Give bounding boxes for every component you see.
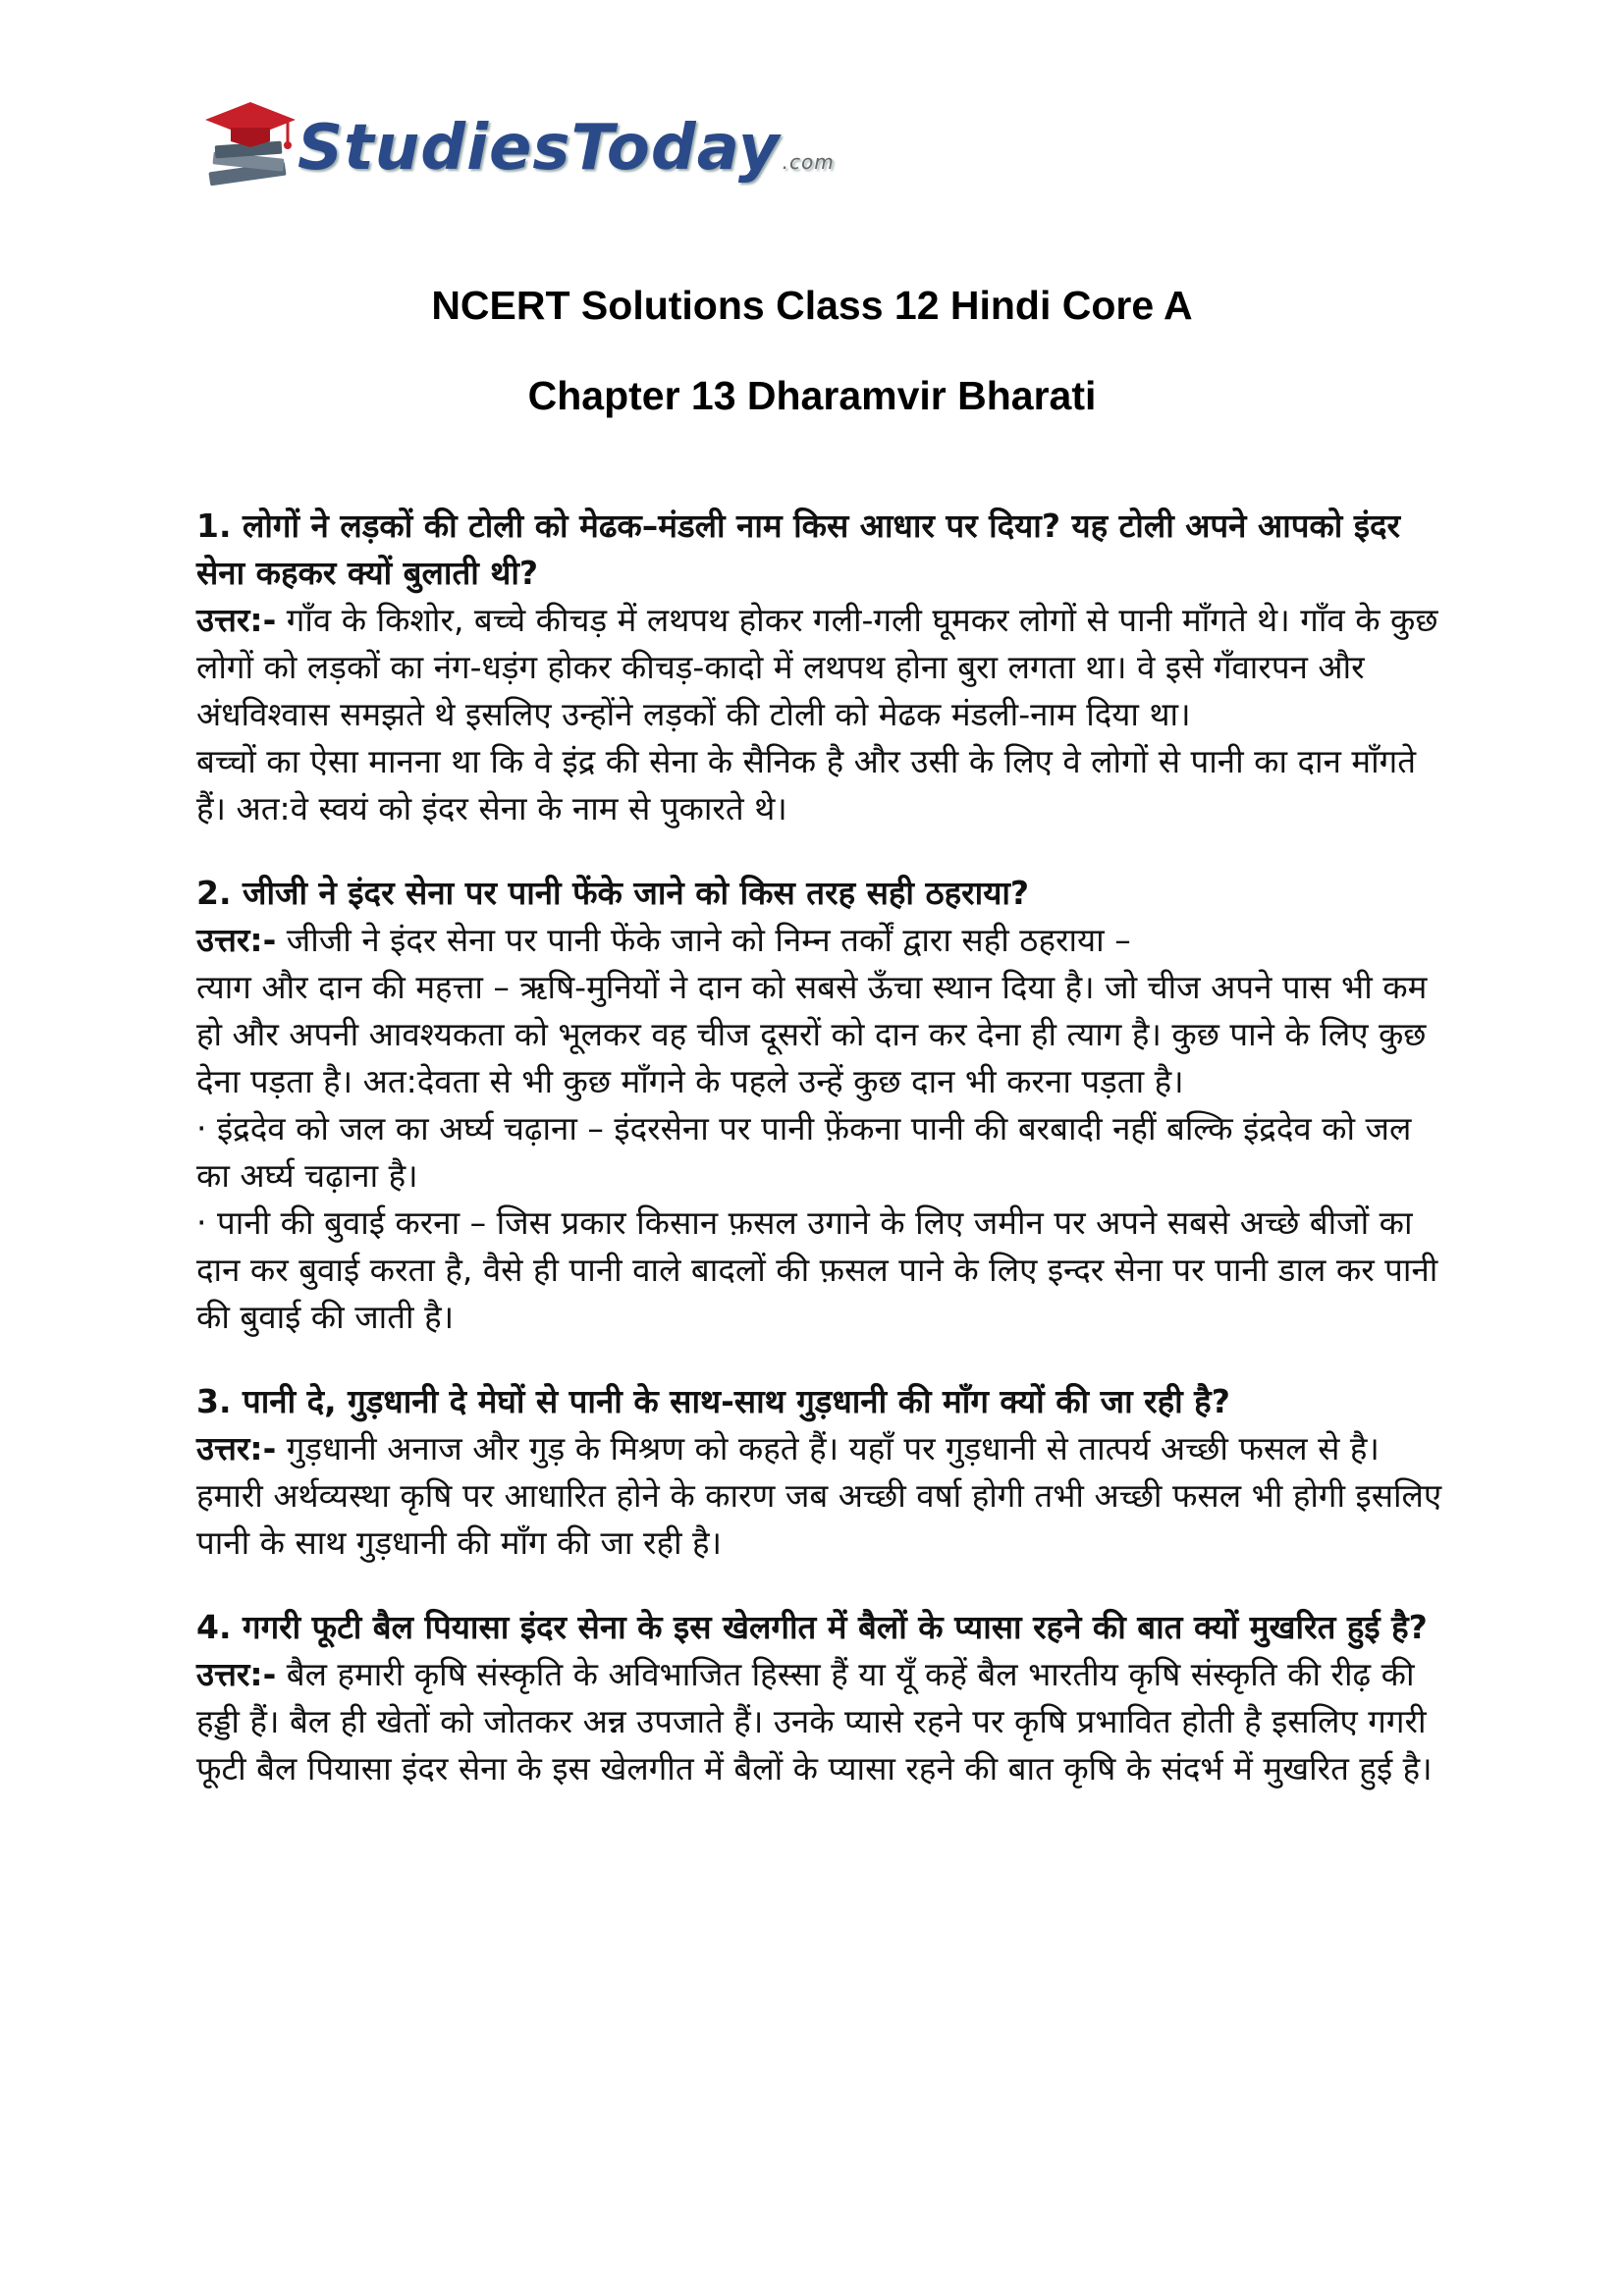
logo-name: StudiesToday [298, 112, 781, 185]
document-subtitle: Chapter 13 Dharamvir Bharati [527, 373, 1097, 418]
answer-body: गाँव के किशोर, बच्चे कीचड़ में लथपथ होकर गली-गली घूमकर लोगों से पानी माँगते थे। गाँव के कुछ लोगों को लड़कों का नंग-धड़ंग होकर कीचड़-कादो में लथपथ होना बुरा लगता था। वे इसे गँवारपन और अंधविश्वास समझते थे इसलिए उन्होंने लड़कों की टोली को मेढक मंडली-नाम दिया था। [196, 601, 1438, 733]
answer-body: बैल हमारी कृषि संस्कृति के अविभाजित हिस्सा हैं या यूँ कहें बैल भारतीय कृषि संस्कृति की रीढ़ की हड्डी हैं। बैल ही खेतों को जोतकर अन्न उपजाते हैं। उनके प्यासे रहने पर कृषि प्रभावित होती है इसलिए गगरी फूटी बैल पियासा इंदर सेना के इस खेलगीत में बैलों के प्यासा रहने की बात कृषि के संदर्भ में मुखरित हुई है। [196, 1655, 1433, 1788]
answer-text [196, 917, 1443, 964]
answer-bullet: · इंद्रदेव को जल का अर्घ्य चढ़ाना – इंदरसेना पर पानी फ़ेंकना पानी की बरबादी नहीं बल्कि इंद्रदेव को जल का अर्घ्य चढ़ाना है। [196, 1109, 1412, 1195]
answer-body: जीजी ने इंदर सेना पर पानी फेंके जाने को निम्न तर्कों द्वारा सही ठहराया – [286, 921, 1131, 959]
answer-label: उत्तर:- [196, 921, 277, 959]
answer-label: उत्तर:- [196, 1655, 277, 1693]
studiestoday-logo[interactable] [201, 98, 835, 206]
answer-text [196, 597, 1443, 738]
answer-text [196, 1651, 1443, 1792]
qa-content [196, 503, 1443, 1830]
answer-text [196, 1425, 1443, 1567]
qa-item [196, 1604, 1443, 1792]
qa-item [196, 870, 1443, 1341]
document-title: NCERT Solutions Class 12 Hindi Core A [431, 283, 1193, 328]
answer-label: उत्तर:- [196, 1429, 277, 1468]
logo-wordmark [298, 112, 835, 185]
answer-bullet: · पानी की बुवाई करना – जिस प्रकार किसान फ़सल उगाने के लिए जमीन पर अपने सबसे अच्छे बीजों का दान कर बुवाई करता है, वैसे ही पानी वाले बादलों की फ़सल पाने के लिए इन्दर सेना पर पानी डाल कर पानी की बुवाई की जाती है। [196, 1203, 1438, 1336]
answer-label: उत्तर:- [196, 601, 277, 639]
answer-paragraph: त्याग और दान की महत्ता – ऋषि-मुनियों ने दान को सबसे ऊँचा स्थान दिया है। जो चीज अपने पास भी कम हो और अपनी आवश्यकता को भूलकर वह चीज दूसरों को दान कर देना ही त्याग है। कुछ पाने के लिए कुछ देना पड़ता है। अत:देवता से भी कुछ माँगने के पहले उन्हें कुछ दान भी करना पड़ता है। [196, 968, 1428, 1100]
question-text: 1. लोगों ने लड़कों की टोली को मेढक–मंडली नाम किस आधार पर दिया? यह टोली अपने आपको इंदर सेना कहकर क्यों बुलाती थी? [196, 507, 1401, 592]
qa-item [196, 503, 1443, 832]
answer-paragraph: बच्चों का ऐसा मानना था कि वे इंद्र की सेना के सैनिक है और उसी के लिए वे लोगों से पानी का दान माँगते हैं। अत:वे स्वयं को इंदर सेना के नाम से पुकारते थे। [196, 742, 1417, 828]
answer-body: गुड़धानी अनाज और गुड़ के मिश्रण को कहते हैं। यहाँ पर गुड़धानी से तात्पर्य अच्छी फसल से है। हमारी अर्थव्यस्था कृषि पर आधारित होने के कारण जब अच्छी वर्षा होगी तभी अच्छी फसल भी होगी इसलिए पानी के साथ गुड़धानी की माँग की जा रही है। [196, 1429, 1442, 1562]
question-text: 2. जीजी ने इंदर सेना पर पानी फेंके जाने को किस तरह सही ठहराया? [196, 874, 1030, 912]
books-graduation-cap-icon [201, 98, 299, 206]
logo-suffix: .com [782, 150, 835, 174]
question-text: 4. गगरी फूटी बैल पियासा इंदर सेना के इस खेलगीत में बैलों के प्यासा रहने की बात क्यों मुखरित हुई है? [196, 1608, 1428, 1646]
question-text: 3. पानी दे, गुड़धानी दे मेघों से पानी के साथ-साथ गुड़धानी की माँग क्यों की जा रही है? [196, 1382, 1230, 1420]
qa-item [196, 1378, 1443, 1567]
